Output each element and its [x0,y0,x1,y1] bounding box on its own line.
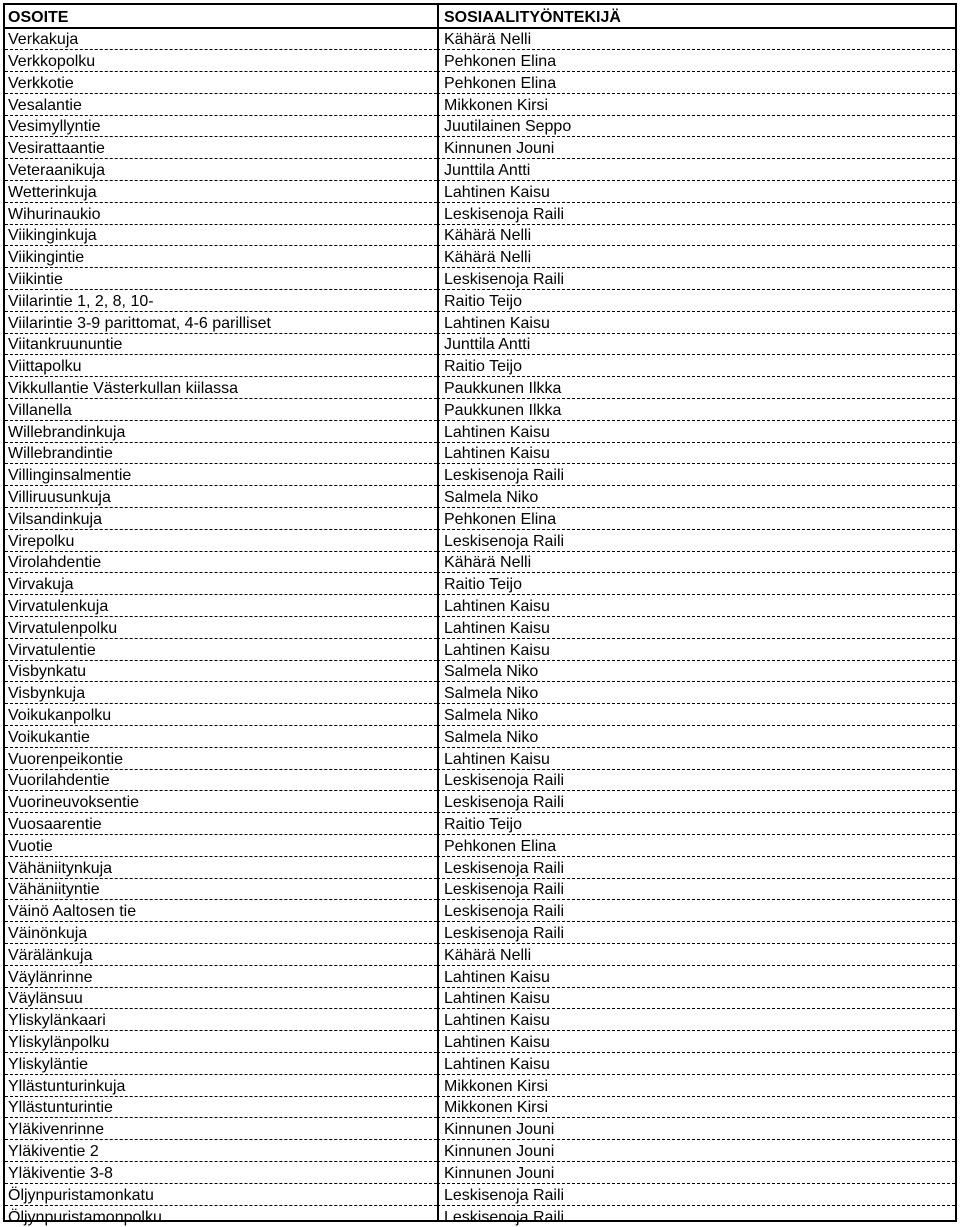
address-cell: Willebrandinkuja [5,420,437,442]
address-cell: Öljynpuristamonkatu [5,1183,437,1205]
worker-cell: Mikkonen Kirsi [437,1074,955,1096]
table-row [5,333,955,355]
address-cell: Wihurinaukio [5,202,437,224]
address-cell: Virvatulentie [5,638,437,660]
table-row [5,246,955,268]
worker-cell: Junttila Antti [437,159,955,181]
address-cell: Verkkotie [5,72,437,94]
table-row [5,834,955,856]
worker-column-header: SOSIAALITYÖNTEKIJÄ [437,5,955,28]
worker-cell: Kinnunen Jouni [437,1118,955,1140]
table-row [5,1009,955,1031]
worker-cell: Junttila Antti [437,333,955,355]
table-row [5,93,955,115]
table-row [5,1074,955,1096]
table-row [5,878,955,900]
worker-cell: Lahtinen Kaisu [437,1031,955,1053]
worker-cell: Raitio Teijo [437,290,955,312]
address-cell: Yllästunturinkuja [5,1074,437,1096]
address-cell: Veteraanikuja [5,159,437,181]
worker-cell: Lahtinen Kaisu [437,747,955,769]
table-row [5,224,955,246]
worker-cell: Leskisenoja Raili [437,1183,955,1205]
worker-cell: Leskisenoja Raili [437,529,955,551]
worker-cell: Kinnunen Jouni [437,137,955,159]
worker-cell: Leskisenoja Raili [437,769,955,791]
address-cell: Vuotie [5,834,437,856]
address-cell: Viikintie [5,268,437,290]
worker-cell: Kinnunen Jouni [437,1140,955,1162]
address-cell: Vähäniityntie [5,878,437,900]
address-cell: Vesimyllyntie [5,115,437,137]
table-row [5,355,955,377]
worker-cell: Lahtinen Kaisu [437,617,955,639]
header-row [5,5,955,28]
table-row [5,1052,955,1074]
worker-cell: Lahtinen Kaisu [437,420,955,442]
table-row [5,769,955,791]
address-cell: Virolahdentie [5,551,437,573]
address-cell: Wetterinkuja [5,181,437,203]
table-row [5,115,955,137]
worker-cell: Kähärä Nelli [437,246,955,268]
address-cell: Villinginsalmentie [5,464,437,486]
address-worker-table-frame [3,3,957,1226]
table-row [5,943,955,965]
worker-cell: Salmela Niko [437,486,955,508]
worker-cell: Lahtinen Kaisu [437,595,955,617]
table-row [5,508,955,530]
worker-cell: Salmela Niko [437,682,955,704]
table-row [5,638,955,660]
table-row [5,856,955,878]
worker-cell: Salmela Niko [437,660,955,682]
table-row [5,813,955,835]
worker-cell: Kähärä Nelli [437,551,955,573]
address-cell: Viittapolku [5,355,437,377]
table-row [5,399,955,421]
address-cell: Virepolku [5,529,437,551]
worker-cell: Raitio Teijo [437,573,955,595]
table-row [5,922,955,944]
worker-cell: Lahtinen Kaisu [437,638,955,660]
address-cell: Viikingintie [5,246,437,268]
address-cell: Willebrandintie [5,442,437,464]
address-cell: Öljynpuristamonpolku [8,1208,162,1226]
worker-cell: Leskisenoja Raili [444,1208,565,1226]
address-cell: Yliskylänkaari [5,1009,437,1031]
worker-cell: Leskisenoja Raili [437,464,955,486]
worker-cell: Kähärä Nelli [437,28,955,50]
table-row [5,28,955,50]
table-row [5,181,955,203]
worker-cell: Lahtinen Kaisu [437,1052,955,1074]
worker-cell: Paukkunen Ilkka [437,399,955,421]
address-cell: Villiruusunkuja [5,486,437,508]
table-row [5,1140,955,1162]
address-cell: Viikinginkuja [5,224,437,246]
address-cell: Yläkivenrinne [5,1118,437,1140]
worker-cell: Salmela Niko [437,704,955,726]
worker-cell: Pehkonen Elina [437,508,955,530]
address-cell: Viilarintie 3-9 parittomat, 4-6 parilliset [5,311,437,333]
table-row [5,268,955,290]
address-cell: Villanella [5,399,437,421]
table-row [5,573,955,595]
address-cell: Värälänkuja [5,943,437,965]
column-divider [437,5,439,1220]
table-row [5,159,955,181]
address-cell: Visbynkuja [5,682,437,704]
address-cell: Verkkopolku [5,50,437,72]
address-cell: Viilarintie 1, 2, 8, 10- [5,290,437,312]
worker-cell: Raitio Teijo [437,813,955,835]
address-cell: Vuorineuvoksentie [5,791,437,813]
worker-cell: Leskisenoja Raili [437,856,955,878]
table-row [5,486,955,508]
table-row [5,1118,955,1140]
address-cell: Verkakuja [5,28,437,50]
address-cell: Virvakuja [5,573,437,595]
worker-cell: Lahtinen Kaisu [437,311,955,333]
table-row [5,987,955,1009]
worker-cell: Paukkunen Ilkka [437,377,955,399]
worker-cell: Leskisenoja Raili [437,922,955,944]
address-cell: Voikukanpolku [5,704,437,726]
worker-cell: Mikkonen Kirsi [437,93,955,115]
table-row [5,747,955,769]
address-cell: Visbynkatu [5,660,437,682]
table-row [5,1031,955,1053]
address-cell: Yliskyläntie [5,1052,437,1074]
worker-cell: Salmela Niko [437,726,955,748]
worker-cell: Kähärä Nelli [437,224,955,246]
address-cell: Yllästunturintie [5,1096,437,1118]
address-cell: Vuorilahdentie [5,769,437,791]
table-row [5,137,955,159]
address-cell: Virvatulenkuja [5,595,437,617]
table-row [5,529,955,551]
worker-cell: Juutilainen Seppo [437,115,955,137]
address-cell: Vuorenpeikontie [5,747,437,769]
address-cell: Voikukantie [5,726,437,748]
table-row [5,311,955,333]
worker-cell: Leskisenoja Raili [437,202,955,224]
address-cell: Yliskylänpolku [5,1031,437,1053]
worker-cell: Lahtinen Kaisu [437,987,955,1009]
address-column-header: OSOITE [5,5,437,28]
worker-cell: Leskisenoja Raili [437,791,955,813]
worker-cell: Pehkonen Elina [437,834,955,856]
worker-cell: Lahtinen Kaisu [437,965,955,987]
table-body [5,28,955,1227]
address-cell: Vesirattaantie [5,137,437,159]
address-cell: Yläkiventie 2 [5,1140,437,1162]
table-row [5,900,955,922]
address-cell: Viitankruununtie [5,333,437,355]
table-row [5,617,955,639]
address-cell: Väinö Aaltosen tie [5,900,437,922]
address-cell: Väinönkuja [5,922,437,944]
worker-cell: Raitio Teijo [437,355,955,377]
table-row [5,377,955,399]
worker-cell: Mikkonen Kirsi [437,1096,955,1118]
worker-cell: Lahtinen Kaisu [437,1009,955,1031]
table-row [5,464,955,486]
address-cell: Vesalantie [5,93,437,115]
table-row [5,1096,955,1118]
table-row [5,660,955,682]
address-cell: Vikkullantie Västerkullan kiilassa [5,377,437,399]
table-row [5,1161,955,1183]
table-row [5,1183,955,1205]
worker-cell: Leskisenoja Raili [437,878,955,900]
address-cell: Vilsandinkuja [5,508,437,530]
worker-cell: Leskisenoja Raili [437,900,955,922]
worker-cell: Kähärä Nelli [437,943,955,965]
table-row [5,72,955,94]
worker-cell: Pehkonen Elina [437,72,955,94]
address-cell: Väylänrinne [5,965,437,987]
table-row [5,1205,955,1227]
address-cell: Virvatulenpolku [5,617,437,639]
address-cell: Yläkiventie 3-8 [5,1161,437,1183]
table-row [5,290,955,312]
worker-cell: Pehkonen Elina [437,50,955,72]
table-row [5,551,955,573]
worker-cell: Lahtinen Kaisu [437,442,955,464]
worker-cell: Leskisenoja Raili [437,268,955,290]
table-row [5,420,955,442]
table-row [5,442,955,464]
table-row [5,595,955,617]
table-row [5,704,955,726]
table-row [5,965,955,987]
address-cell: Väylänsuu [5,987,437,1009]
table-row [5,202,955,224]
address-cell: Vuosaarentie [5,813,437,835]
table-row [5,682,955,704]
address-cell: Vähäniitynkuja [5,856,437,878]
table-row [5,50,955,72]
worker-cell: Kinnunen Jouni [437,1161,955,1183]
table-row [5,726,955,748]
worker-cell: Lahtinen Kaisu [437,181,955,203]
table-row [5,791,955,813]
address-worker-table [5,5,955,1227]
